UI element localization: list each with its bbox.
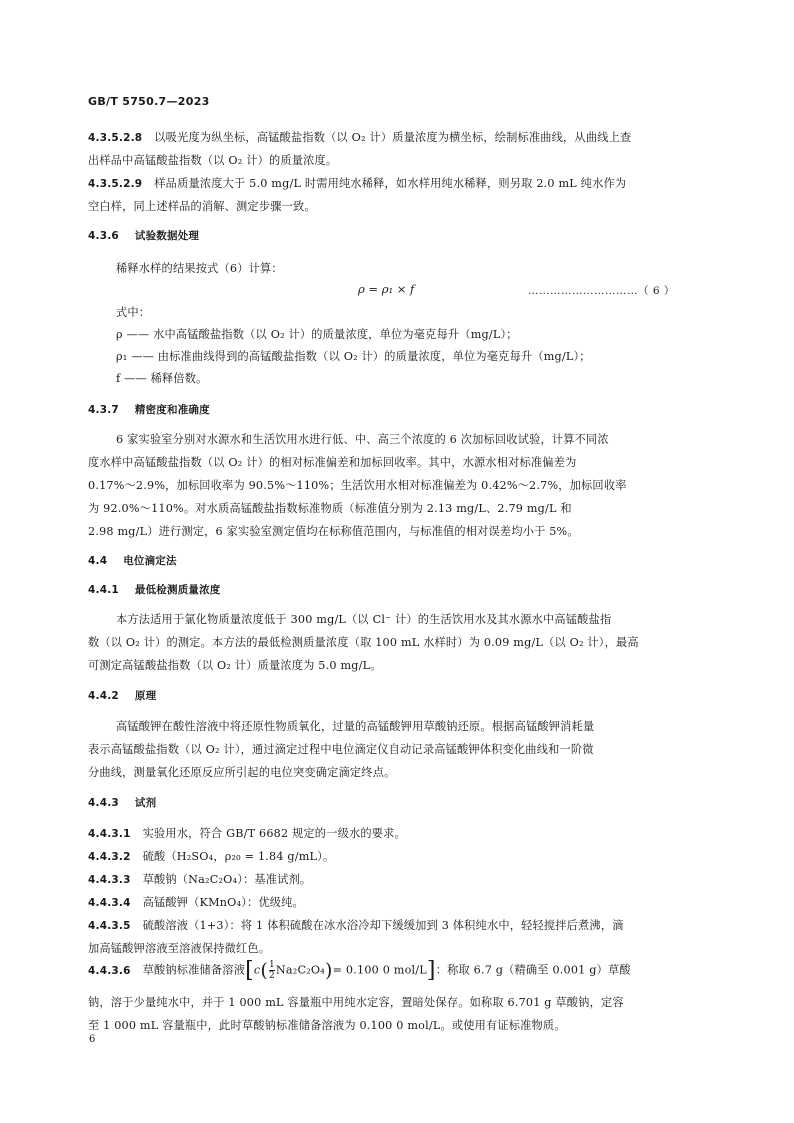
reagent-item — [88, 848, 334, 864]
symbol-definition-rho: ρ —— 水中高锰酸盐指数（以 O₂ 计）的质量浓度，单位为毫克每升（mg/L）； — [116, 328, 518, 341]
reagent-text: 实验用水，符合 GB/T 6682 规定的一级水的要求。 — [142, 827, 406, 840]
clause-text-continued: 出样品中高锰酸盐指数（以 O₂ 计）的质量浓度。 — [88, 154, 338, 167]
clause-number: 4.4.3.3 — [88, 874, 131, 886]
section-title: 原理 — [134, 690, 157, 702]
clause-number: 4.4.3.4 — [88, 897, 131, 909]
reagent-text: ：称取 6.7 g（精确至 0.001 g）草酸 — [435, 963, 631, 977]
clause-4-3-5-2-8 — [88, 129, 631, 145]
reagent-item — [88, 917, 624, 933]
section-title: 电位滴定法 — [123, 555, 177, 567]
open-bracket-glyph: [ — [245, 958, 254, 983]
paragraph-line: 0.17%～2.9%，加标回收率为 90.5%～110%；生活饮用水相对标准偏差为 0.42%～2.7%，加标回收率 — [88, 479, 627, 492]
paragraph-line: 度水样中高锰酸盐指数（以 O₂ 计）的相对标准偏差和加标回收率。其中，水源水相对标准偏差为 — [88, 456, 577, 469]
formula-intro: 稀释水样的结果按式（6）计算： — [116, 262, 283, 275]
section-4-4-heading — [88, 553, 177, 568]
clause-text: 以吸光度为纵坐标，高锰酸盐指数（以 O₂ 计）质量浓度为横坐标，绘制标准曲线，从曲线上查 — [154, 131, 632, 144]
reagent-item-standard-solution — [88, 958, 631, 983]
page-number: 6 — [89, 1034, 96, 1045]
where-label: 式中： — [116, 306, 151, 319]
section-number: 4.4.1 — [88, 584, 119, 596]
formula-6: ρ = ρ₁ × f — [358, 282, 415, 296]
paragraph-line: 表示高锰酸盐指数（以 O₂ 计），通过滴定过程中电位滴定仪自动记录高锰酸钾体积变化曲线和一阶微 — [88, 743, 594, 756]
fraction-denominator: 2 — [268, 971, 275, 981]
paragraph-line: 本方法适用于氯化物质量浓度低于 300 mg/L（以 Cl⁻ 计）的生活饮用水及其水源水中高锰酸盐指 — [116, 613, 612, 626]
clause-number: 4.4.3.6 — [88, 964, 131, 977]
fraction-numerator: 1 — [268, 960, 275, 970]
close-bracket-glyph: ] — [426, 958, 436, 983]
paragraph-line: 数（以 O₂ 计）的测定。本方法的最低检测质量浓度（取 100 mL 水样时）为 0.09 mg/L（以 O₂ 计），最高 — [88, 636, 639, 649]
section-number: 4.3.6 — [88, 230, 119, 242]
symbol-definition-rho1: ρ₁ —— 由标准曲线得到的高锰酸盐指数（以 O₂ 计）的质量浓度，单位为毫克每升（mg/L）； — [116, 350, 591, 363]
reagent-text: 硫酸（H₂SO₄，ρ₂₀ = 1.84 g/mL）。 — [142, 850, 335, 863]
open-paren-glyph: ( — [260, 959, 268, 982]
fraction — [269, 960, 275, 981]
standard-header: GB/T 5750.7—2023 — [88, 95, 210, 108]
section-4-3-6-heading — [88, 228, 199, 243]
clause-number: 4.3.5.2.8 — [88, 132, 143, 144]
clause-4-3-5-2-9 — [88, 175, 626, 191]
clause-text: 样品质量浓度大于 5.0 mg/L 时需用纯水稀释，如水样用纯水稀释，则另取 2.0 mL 纯水作为 — [154, 177, 627, 190]
paragraph-line: 分曲线，测量氧化还原反应所引起的电位突变确定滴定终点。 — [88, 766, 396, 779]
paragraph-line: 2.98 mg/L）进行测定，6 家实验室测定值均在标称值范围内，与标准值的相对误差均小于 5%。 — [88, 525, 579, 538]
section-number: 4.3.7 — [88, 404, 119, 416]
section-4-4-1-heading — [88, 582, 221, 597]
section-4-4-2-heading — [88, 688, 156, 703]
clause-text-continued: 空白样，同上述样品的消解、测定步骤一致。 — [88, 200, 316, 213]
clause-number: 4.3.5.2.9 — [88, 178, 143, 190]
reagent-text: 高锰酸钾（KMnO₄）：优级纯。 — [142, 896, 304, 909]
concentration-value: = 0.100 0 mol/L — [332, 963, 427, 977]
reagent-text-continued: 至 1 000 mL 容量瓶中，此时草酸钠标准储备溶液为 0.100 0 mol/L。或使用有证标准物质。 — [88, 1019, 566, 1032]
reagent-text-continued: 加高锰酸钾溶液至溶液保持微红色。 — [88, 942, 271, 955]
section-title: 最低检测质量浓度 — [134, 584, 221, 596]
reagent-item — [88, 894, 304, 910]
section-number: 4.4.2 — [88, 690, 119, 702]
clause-number: 4.4.3.5 — [88, 920, 131, 932]
reagent-text-continued: 钠，溶于少量纯水中，并于 1 000 mL 容量瓶中用纯水定容，置暗处保存。如称取 6.701 g 草酸钠，定容 — [88, 996, 624, 1009]
close-paren-glyph: ) — [324, 959, 333, 982]
clause-number: 4.4.3.2 — [88, 851, 131, 863]
concentration-symbol: c — [253, 963, 261, 977]
reagent-text: 草酸钠（Na₂C₂O₄）：基准试剂。 — [142, 873, 312, 886]
paragraph-line: 6 家实验室分别对水源水和生活饮用水进行低、中、高三个浓度的 6 次加标回收试验，计算不同浓 — [116, 433, 609, 446]
section-title: 试剂 — [134, 797, 157, 809]
clause-number: 4.4.3.1 — [88, 828, 131, 840]
section-title: 试验数据处理 — [134, 230, 200, 242]
section-number: 4.4.3 — [88, 797, 119, 809]
reagent-item — [88, 871, 311, 887]
symbol-definition-f: f —— 稀释倍数。 — [116, 372, 208, 385]
section-4-3-7-heading — [88, 402, 210, 417]
section-title: 精密度和准确度 — [134, 404, 210, 416]
chemical-species: Na₂C₂O₄ — [275, 963, 325, 977]
reagent-text: 硫酸溶液（1+3）：将 1 体积硫酸在冰水浴冷却下缓缓加到 3 体积纯水中，轻轻搅拌后煮沸，滴 — [142, 919, 624, 932]
reagent-lead: 草酸钠标准储备溶液 — [142, 963, 246, 977]
reagent-item — [88, 825, 406, 841]
paragraph-line: 可测定高锰酸盐指数（以 O₂ 计）质量浓度为 5.0 mg/L。 — [88, 659, 382, 672]
section-4-4-3-heading — [88, 795, 156, 810]
section-number: 4.4 — [88, 555, 108, 567]
paragraph-line: 为 92.0%～110%。对水质高锰酸盐指数标准物质（标准值分别为 2.13 mg/L、2.79 mg/L 和 — [88, 502, 572, 515]
paragraph-line: 高锰酸钾在酸性溶液中将还原性物质氧化，过量的高锰酸钾用草酸钠还原。根据高锰酸钾消耗量 — [116, 720, 595, 733]
equation-number: …………………………（ 6 ） — [528, 285, 675, 297]
